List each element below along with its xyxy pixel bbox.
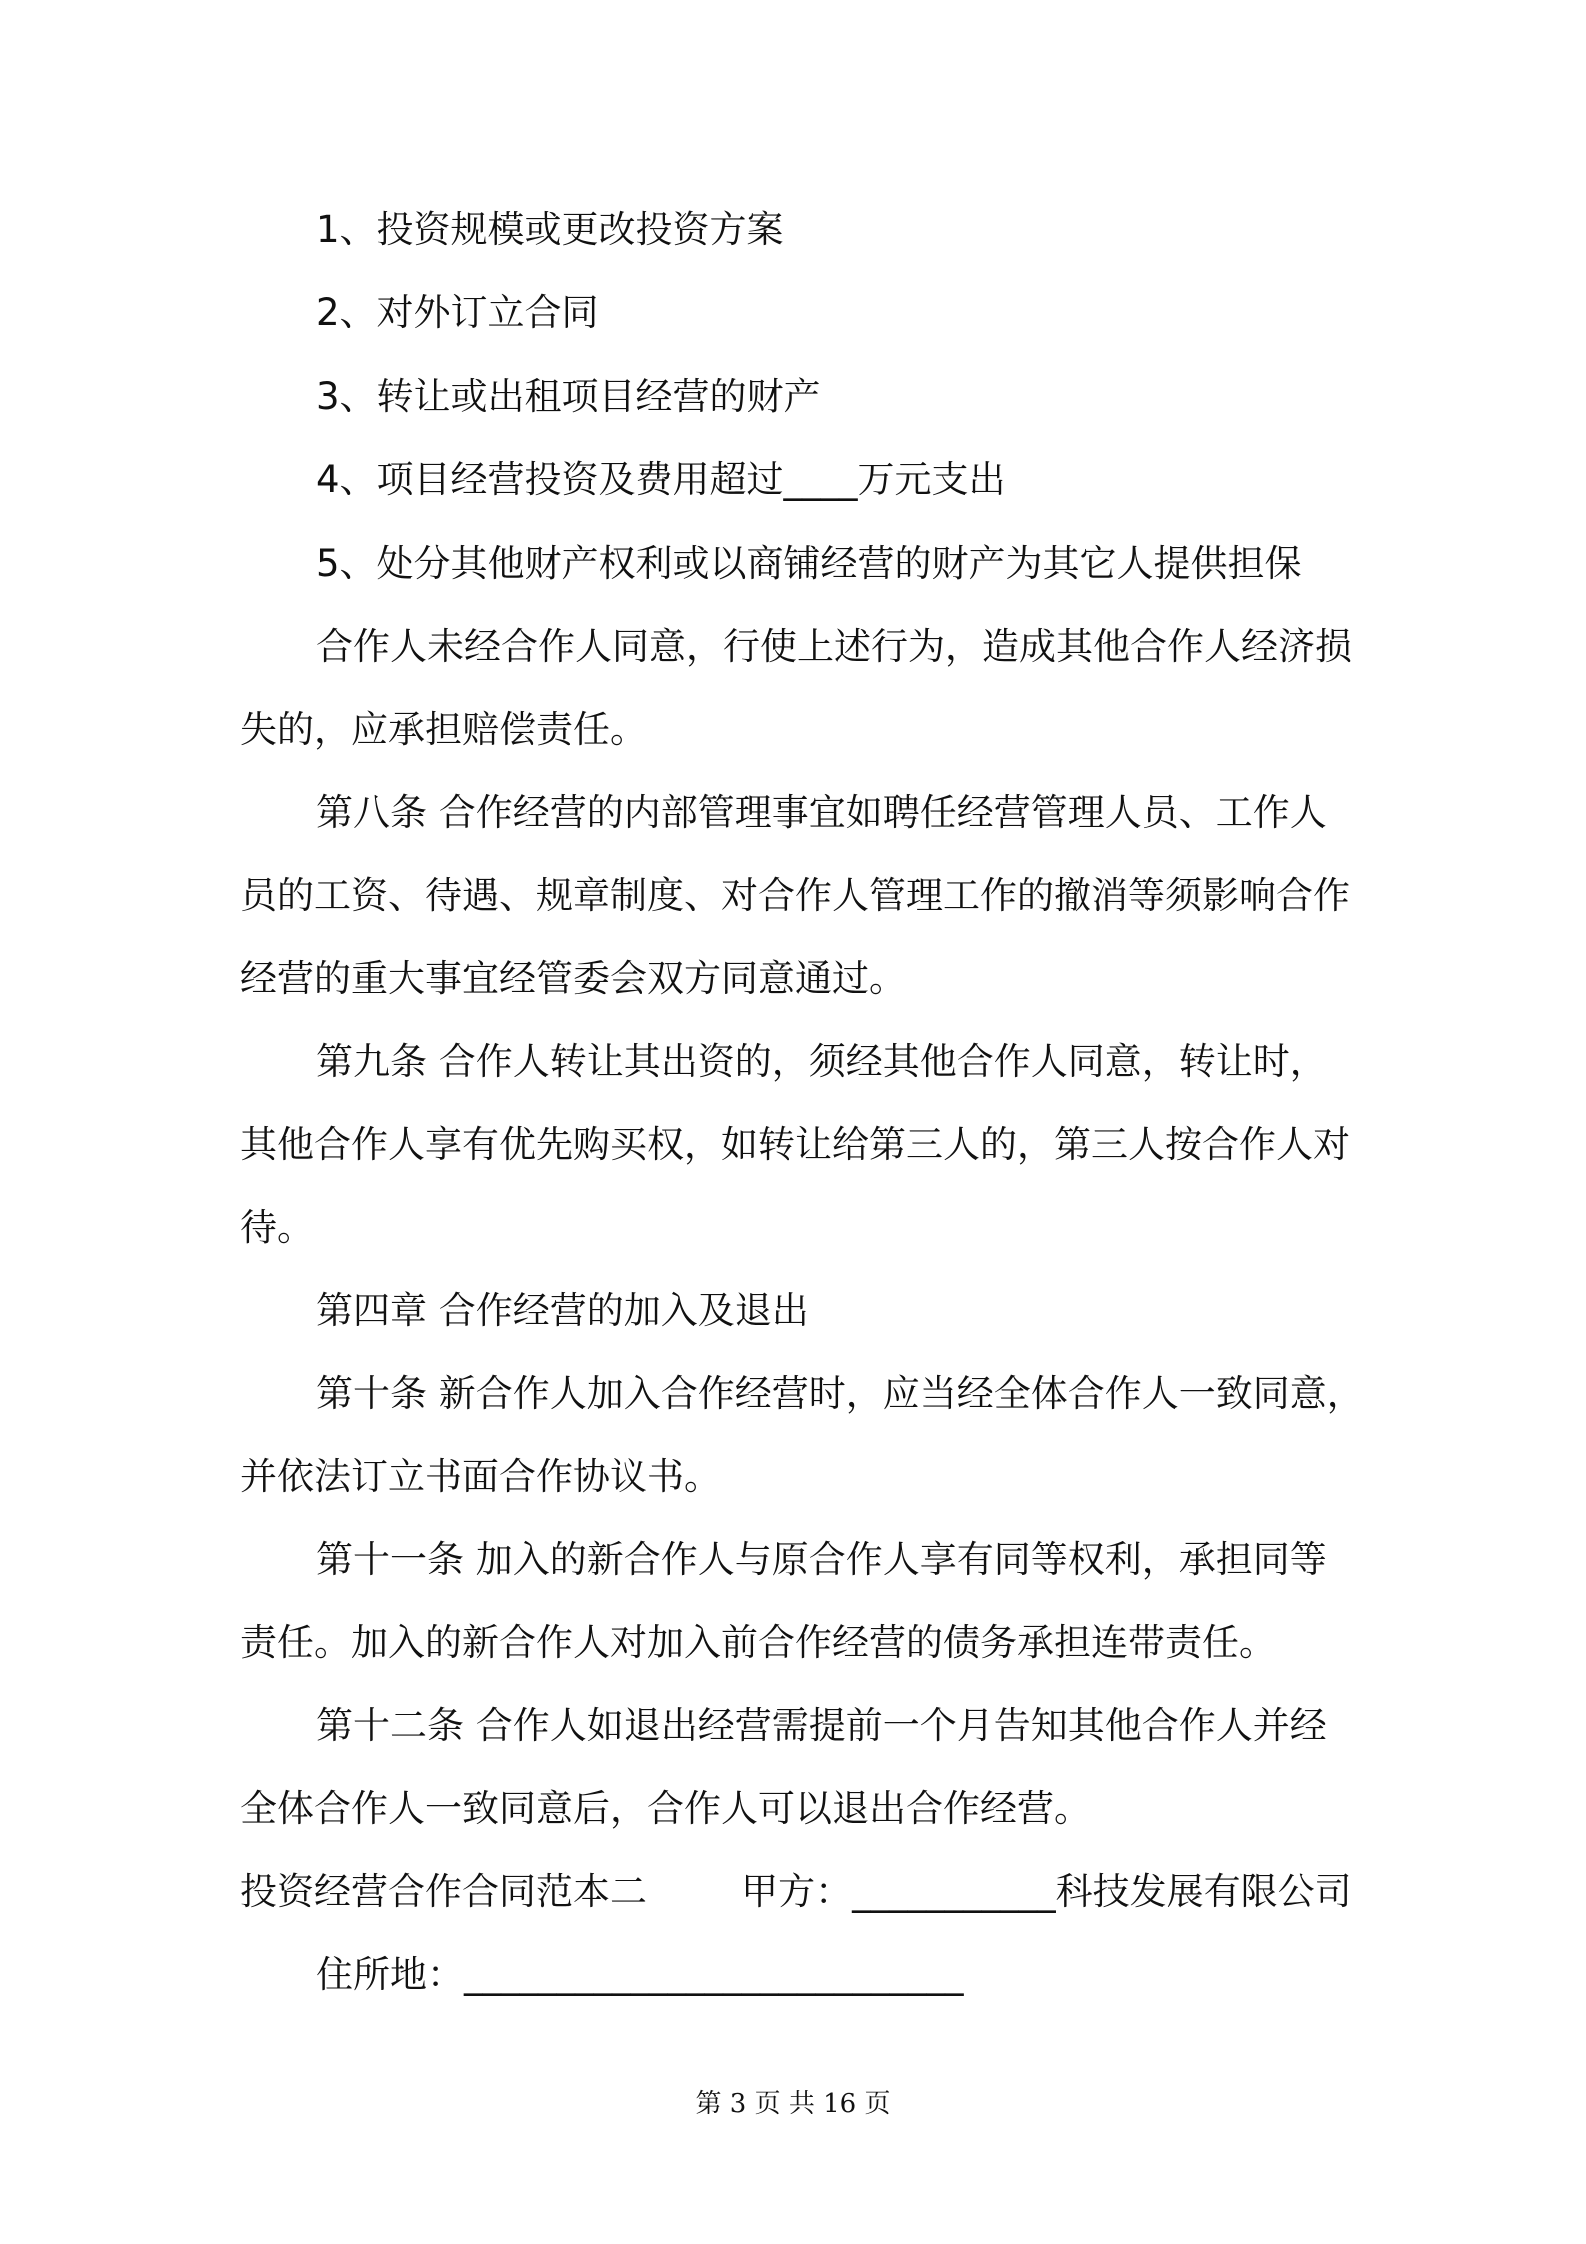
list-item: 3、转让或出租项目经营的财产 (316, 375, 821, 418)
paragraph-line: 员的工资、待遇、规章制度、对合作人管理工作的撤消等须影响合作 (240, 874, 1350, 917)
paragraph-line: 第九条 合作人转让其出资的，须经其他合作人同意，转让时， (316, 1040, 1327, 1083)
paragraph-line: 其他合作人享有优先购买权，如转让给第三人的，第三人按合作人对 (240, 1123, 1350, 1166)
paragraph-line: 待。 (240, 1206, 314, 1249)
page-number-footer: 第 3 页 共 16 页 (695, 2089, 891, 2119)
list-item: 2、对外订立合同 (316, 291, 599, 334)
paragraph-line: 责任。加入的新合作人对加入前合作经营的债务承担连带责任。 (240, 1621, 1276, 1664)
list-item: 5、处分其他财产权利或以商铺经营的财产为其它人提供担保 (316, 542, 1302, 585)
paragraph-line: 第十二条 合作人如退出经营需提前一个月告知其他合作人并经 (316, 1704, 1327, 1747)
chapter-heading: 第四章 合作经营的加入及退出 (316, 1289, 809, 1332)
paragraph-line: 全体合作人一致同意后，合作人可以退出合作经营。 (240, 1787, 1091, 1830)
paragraph-line: 合作人未经合作人同意，行使上述行为，造成其他合作人经济损 (316, 625, 1352, 668)
contract-title-line: 投资经营合作合同范本二 甲方：___________科技发展有限公司 (240, 1870, 1352, 1913)
paragraph-line: 失的，应承担赔偿责任。 (240, 708, 647, 751)
address-line: 住所地：___________________________ (316, 1953, 964, 1996)
paragraph-line: 并依法订立书面合作协议书。 (240, 1455, 721, 1498)
paragraph-line: 第十一条 加入的新合作人与原合作人享有同等权利，承担同等 (316, 1538, 1327, 1581)
paragraph-line: 第十条 新合作人加入合作经营时，应当经全体合作人一致同意， (316, 1372, 1364, 1415)
list-item: 4、项目经营投资及费用超过____万元支出 (316, 458, 1006, 501)
paragraph-line: 第八条 合作经营的内部管理事宜如聘任经营管理人员、工作人 (316, 791, 1327, 834)
list-item: 1、投资规模或更改投资方案 (316, 208, 784, 251)
paragraph-line: 经营的重大事宜经管委会双方同意通过。 (240, 957, 906, 1000)
